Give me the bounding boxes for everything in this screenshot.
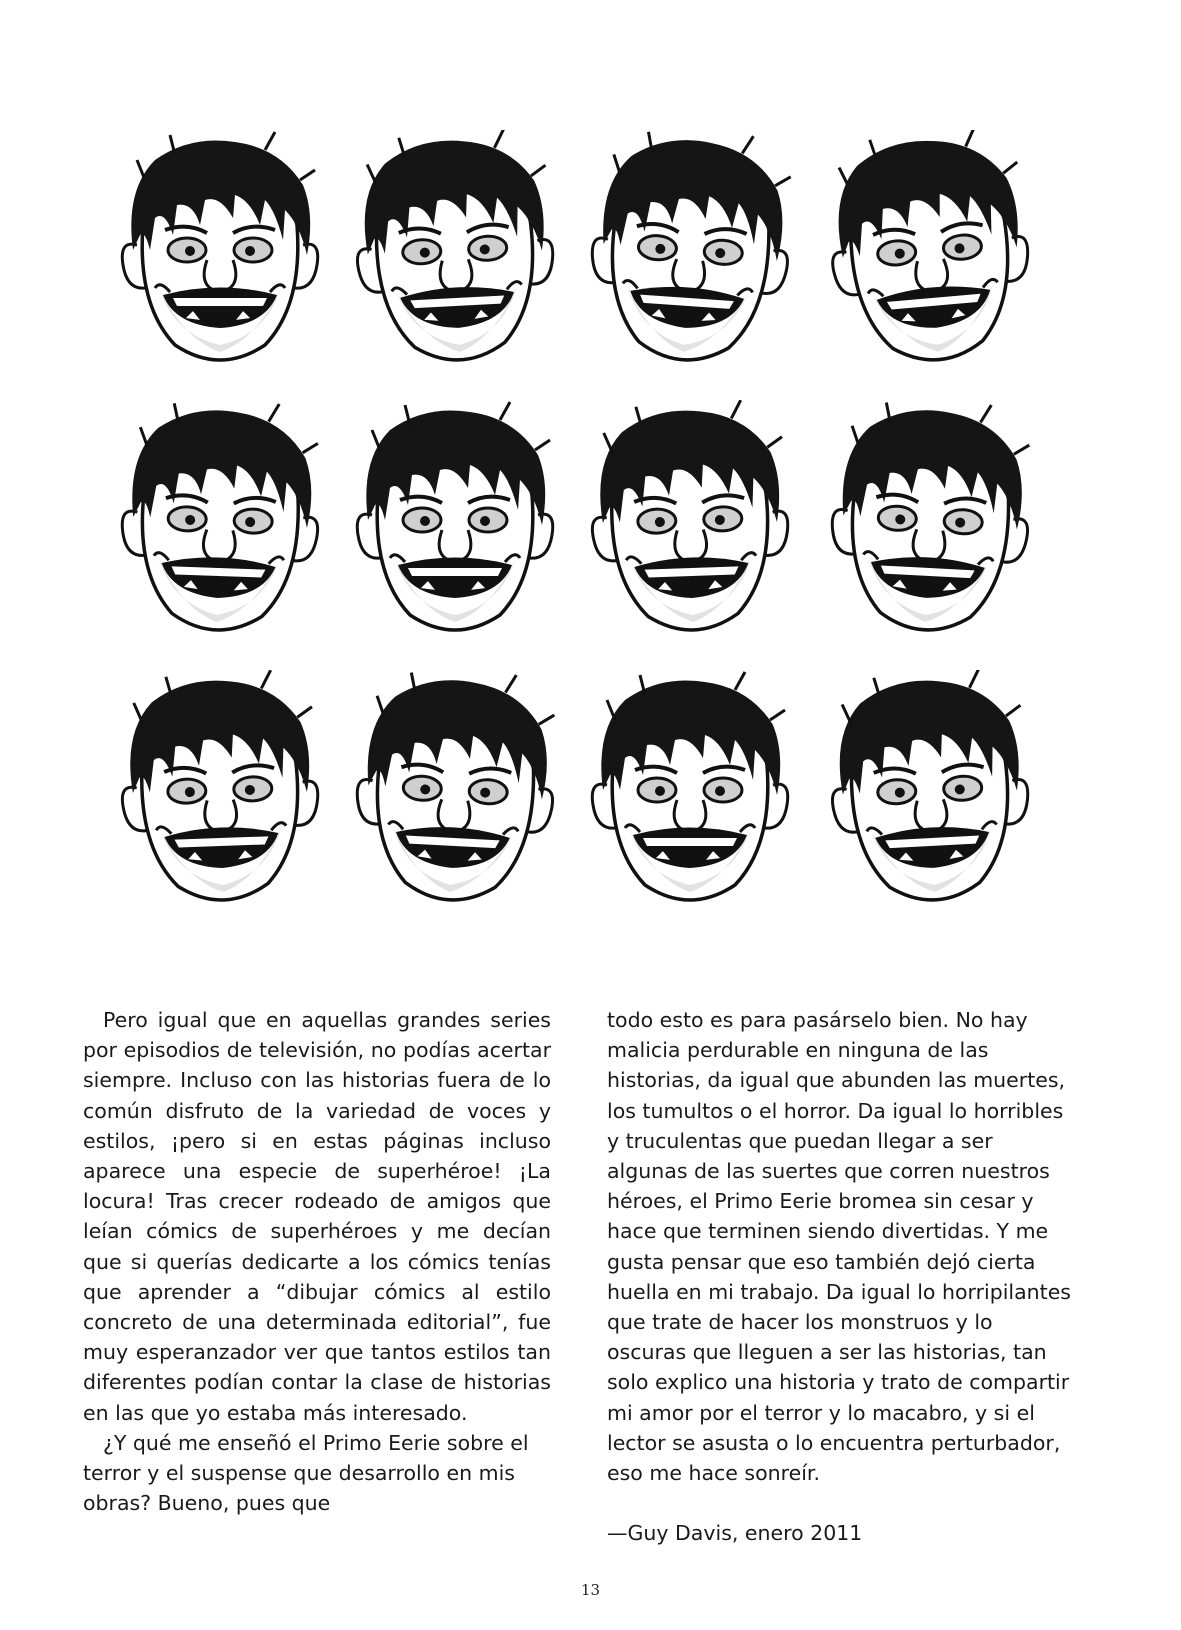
right-text-column: [607, 1005, 1075, 1548]
right-paragraph-1: todo esto es para pasárselo bien. No hay malicia perdurable en ninguna de las historias, da igual que abunden las muertes, los tumultos o el horror. Da igual lo horribles y truculentas que puedan llegar a ser algunas de las suertes que corren nuestros héroes, el Primo Eerie bromea sin cesar y hace que terminen siendo divertidas. Y me gusta pensar que eso también dejó cierta huella en mi trabajo. Da igual lo horripilantes que trate de hacer los monstruos y lo oscuras que lleguen a ser las historias, tan solo explico una historia y trato de compartir mi amor por el terror y lo macabro, y si el lector se asusta o lo encuentra perturbador, eso me hace sonreír.: [607, 1008, 1071, 1486]
caricature-face-sketch-5: [115, 400, 325, 650]
caricature-sketch-grid: [115, 130, 1070, 940]
caricature-face-sketch-6: [350, 400, 560, 650]
left-text-column: [83, 1005, 551, 1518]
caricature-face-sketch-10: [350, 670, 560, 920]
page-number: 13: [580, 1581, 601, 1599]
left-paragraph-1: Pero igual que en aquellas grandes series por episodios de televisión, no podías acertar siempre. Incluso con las historias fuera de lo común disfruto de la variedad de voces y estilos, ¡pero si en estas páginas incluso aparece una especie de superhéroe! ¡La locura! Tras crecer rodeado de amigos que leían cómics de superhéroes y me decían que si querías dedicarte a los cómics tenías que aprender a “dibujar cómics al estilo concreto de una determinada editorial”, fue muy esperanzador ver que tantos estilos tan diferentes podían contar la clase de historias en las que yo estaba más interesado.: [83, 1008, 551, 1425]
caricature-face-sketch-12: [825, 670, 1035, 920]
caricature-face-sketch-8: [825, 400, 1035, 650]
caricature-face-sketch-3: [585, 130, 795, 380]
caricature-face-sketch-11: [585, 670, 795, 920]
left-paragraph-2: ¿Y qué me enseñó el Primo Eerie sobre el terror y el suspense que desarrollo en mis obras? Bueno, pues que: [83, 1430, 529, 1516]
caricature-face-sketch-1: [115, 130, 325, 380]
caricature-face-sketch-9: [115, 670, 325, 920]
caricature-face-sketch-2: [350, 130, 560, 380]
author-signature: —Guy Davis, enero 2011: [607, 1521, 863, 1546]
caricature-face-sketch-7: [585, 400, 795, 650]
caricature-face-sketch-4: [825, 130, 1035, 380]
